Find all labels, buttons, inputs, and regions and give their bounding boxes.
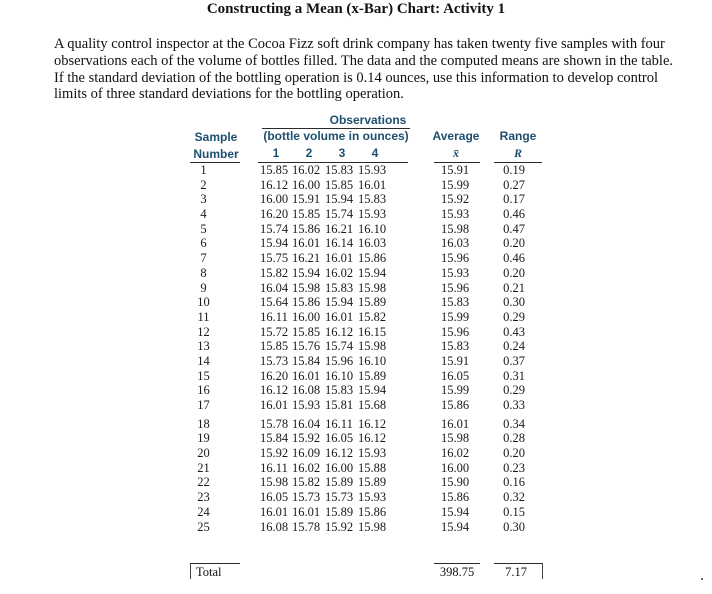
sample-range: 0.46 xyxy=(503,207,525,222)
sample-range: 0.20 xyxy=(503,446,525,461)
sample-average: 15.93 xyxy=(440,265,470,280)
sample-range: 0.30 xyxy=(503,295,525,310)
sample-number-header: Sample Number xyxy=(193,130,239,161)
sample-number: 23 xyxy=(197,490,210,505)
observation-4: 15.93 xyxy=(357,490,387,505)
observation-3: 15.74 xyxy=(324,339,354,354)
observation-3: 15.83 xyxy=(324,280,354,295)
observation-1: 15.94 xyxy=(259,236,289,251)
sample-average: 16.01 xyxy=(440,416,470,431)
observation-3: 15.73 xyxy=(324,490,354,505)
sample-range: 0.32 xyxy=(503,490,525,505)
sample-number: 10 xyxy=(197,295,210,310)
observation-4: 15.93 xyxy=(357,446,387,461)
observation-3: 16.21 xyxy=(324,221,354,236)
observation-4: 15.88 xyxy=(357,460,387,475)
observations-header: Observations xyxy=(329,113,407,127)
observation-1: 16.05 xyxy=(259,490,289,505)
observation-2: 16.02 xyxy=(291,460,321,475)
range-symbol: R xyxy=(513,146,522,160)
sample-range: 0.37 xyxy=(503,353,525,368)
observation-2: 16.21 xyxy=(291,251,321,266)
sample-range: 0.28 xyxy=(503,431,525,446)
sample-range: 0.47 xyxy=(503,221,525,236)
sample-range: 0.21 xyxy=(503,280,525,295)
sample-range: 0.29 xyxy=(503,383,525,398)
observation-4: 15.89 xyxy=(357,475,387,490)
observation-2: 15.73 xyxy=(291,490,321,505)
sample-average: 16.00 xyxy=(440,460,470,475)
total-rule-range xyxy=(494,563,542,564)
sample-number: 16 xyxy=(197,383,210,398)
observation-4: 16.10 xyxy=(357,353,387,368)
sample-average: 15.96 xyxy=(440,324,470,339)
observation-4: 16.01 xyxy=(357,177,387,192)
observation-4: 15.98 xyxy=(357,339,387,354)
observation-1: 15.98 xyxy=(259,475,289,490)
sample-average: 15.91 xyxy=(440,353,470,368)
observation-1: 16.08 xyxy=(259,519,289,534)
sample-number: 22 xyxy=(197,475,210,490)
sample-average: 15.83 xyxy=(440,295,470,310)
sample-average: 15.96 xyxy=(440,280,470,295)
observation-2: 15.85 xyxy=(291,207,321,222)
observation-2: 15.85 xyxy=(291,324,321,339)
observation-3: 15.92 xyxy=(324,519,354,534)
observation-1: 16.01 xyxy=(259,504,289,519)
observation-2: 16.01 xyxy=(291,368,321,383)
observation-2: 16.00 xyxy=(291,177,321,192)
sample-number: 3 xyxy=(200,192,207,207)
observation-1: 16.04 xyxy=(259,280,289,295)
sample-range: 0.43 xyxy=(503,324,525,339)
observation-2: 15.86 xyxy=(291,295,321,310)
sample-average: 15.86 xyxy=(440,490,470,505)
obs-col-2-header: 2 xyxy=(305,146,313,160)
observation-1: 16.11 xyxy=(260,460,288,475)
observation-3: 15.89 xyxy=(324,504,354,519)
observation-4: 15.89 xyxy=(357,368,387,383)
sample-number: 18 xyxy=(197,416,210,431)
observation-4: 15.93 xyxy=(357,207,387,222)
observation-4: 16.15 xyxy=(357,324,387,339)
observation-3: 16.11 xyxy=(325,416,353,431)
observation-1: 15.85 xyxy=(259,339,289,354)
sample-number: 9 xyxy=(200,280,207,295)
sample-average: 15.99 xyxy=(440,309,470,324)
sample-average: 15.92 xyxy=(440,192,470,207)
observation-3: 16.01 xyxy=(324,309,354,324)
sample-average: 16.03 xyxy=(440,236,470,251)
observation-3: 16.14 xyxy=(324,236,354,251)
observation-2: 15.76 xyxy=(291,339,321,354)
average-header: Average xyxy=(432,129,480,143)
sample-average: 15.83 xyxy=(440,339,470,354)
observation-2: 15.93 xyxy=(291,398,321,412)
total-right-border xyxy=(542,563,543,579)
observation-1: 15.64 xyxy=(259,295,289,310)
sample-range: 0.24 xyxy=(503,339,525,354)
observation-4: 15.94 xyxy=(357,265,387,280)
observation-4: 15.98 xyxy=(357,280,387,295)
sample-range: 0.30 xyxy=(503,519,525,534)
observation-3: 15.94 xyxy=(324,192,354,207)
observation-3: 16.02 xyxy=(324,265,354,280)
sample-number: 19 xyxy=(197,431,210,446)
sample-average: 15.99 xyxy=(440,177,470,192)
observation-2: 16.02 xyxy=(291,163,321,177)
sample-number: 5 xyxy=(200,221,207,236)
observation-1: 15.72 xyxy=(259,324,289,339)
sample-average: 15.94 xyxy=(440,519,470,534)
observation-4: 15.94 xyxy=(357,383,387,398)
observation-2: 16.01 xyxy=(291,504,321,519)
sample-number: 20 xyxy=(197,446,210,461)
observation-3: 15.81 xyxy=(324,398,354,412)
range-header: Range xyxy=(499,129,537,143)
observation-1: 16.01 xyxy=(259,398,289,412)
observation-1: 15.92 xyxy=(259,446,289,461)
observation-4: 15.68 xyxy=(357,398,387,412)
obs-col-4-header: 4 xyxy=(371,146,379,160)
observation-1: 15.85 xyxy=(259,163,289,177)
observation-3: 16.01 xyxy=(324,251,354,266)
bottle-volume-header: (bottle volume in ounces) xyxy=(263,129,409,143)
sample-number: 1 xyxy=(200,163,207,177)
observation-2: 15.82 xyxy=(291,475,321,490)
observation-3: 16.00 xyxy=(324,460,354,475)
observation-2: 15.78 xyxy=(291,519,321,534)
sample-average: 15.86 xyxy=(440,398,470,412)
observation-3: 16.10 xyxy=(324,368,354,383)
stray-dot xyxy=(701,578,703,580)
observation-3: 15.85 xyxy=(324,177,354,192)
sample-range: 0.23 xyxy=(503,460,525,475)
observation-1: 16.00 xyxy=(259,192,289,207)
observation-4: 15.82 xyxy=(357,309,387,324)
sample-number: 21 xyxy=(197,460,210,475)
sample-number: 12 xyxy=(197,324,210,339)
sample-average: 15.94 xyxy=(440,504,470,519)
sample-number: 13 xyxy=(197,339,210,354)
observation-4: 15.93 xyxy=(357,163,387,177)
sample-range: 0.20 xyxy=(503,265,525,280)
observation-1: 16.12 xyxy=(259,177,289,192)
sample-number: 8 xyxy=(200,265,207,280)
observation-3: 16.12 xyxy=(324,324,354,339)
observation-2: 16.08 xyxy=(291,383,321,398)
observation-1: 16.20 xyxy=(259,207,289,222)
sample-number: 15 xyxy=(197,368,210,383)
sample-range: 0.19 xyxy=(503,163,525,177)
observation-2: 15.86 xyxy=(291,221,321,236)
observation-2: 16.00 xyxy=(291,309,321,324)
sample-range: 0.33 xyxy=(503,398,525,412)
total-average: 398.75 xyxy=(439,565,475,579)
sample-range: 0.27 xyxy=(503,177,525,192)
observation-3: 15.74 xyxy=(324,207,354,222)
total-left-border xyxy=(190,563,191,579)
observation-3: 16.12 xyxy=(324,446,354,461)
sample-number: 17 xyxy=(197,398,210,412)
obs-col-3-header: 3 xyxy=(338,146,346,160)
observation-2: 16.01 xyxy=(291,236,321,251)
sample-average: 15.90 xyxy=(440,475,470,490)
observation-3: 15.94 xyxy=(324,295,354,310)
observation-1: 16.11 xyxy=(260,309,288,324)
observation-2: 15.91 xyxy=(291,192,321,207)
sample-number: 11 xyxy=(197,309,210,324)
problem-statement: A quality control inspector at the Cocoa Fizz soft drink company has taken twenty five samples with four observations each of the volume of bottles filled. The data and the computed means are shown in the table. If the standard deviation of the bottling operation is 0.14 ounces, use this information to develop control limits of three standard deviations for the bottling operation. xyxy=(54,36,674,103)
observation-3: 15.83 xyxy=(324,383,354,398)
sample-range: 0.17 xyxy=(503,192,525,207)
sample-average: 16.02 xyxy=(440,446,470,461)
sample-number: 4 xyxy=(200,207,207,222)
sample-number: 6 xyxy=(200,236,207,251)
sample-average: 15.96 xyxy=(440,251,470,266)
observation-4: 16.03 xyxy=(357,236,387,251)
observation-4: 15.86 xyxy=(357,251,387,266)
observation-1: 16.20 xyxy=(259,368,289,383)
observation-1: 15.82 xyxy=(259,265,289,280)
observation-3: 15.83 xyxy=(324,163,354,177)
sample-range: 0.20 xyxy=(503,236,525,251)
observation-2: 16.04 xyxy=(291,416,321,431)
observation-2: 16.09 xyxy=(291,446,321,461)
observation-2: 15.98 xyxy=(291,280,321,295)
obs-col-1-header: 1 xyxy=(272,146,280,160)
observation-1: 15.75 xyxy=(259,251,289,266)
total-rule-sample xyxy=(190,563,240,564)
observation-3: 16.05 xyxy=(324,431,354,446)
observation-4: 16.10 xyxy=(357,221,387,236)
total-rule-avg xyxy=(434,563,480,564)
observation-4: 15.83 xyxy=(357,192,387,207)
sample-average: 15.98 xyxy=(440,431,470,446)
observation-2: 15.94 xyxy=(291,265,321,280)
sample-range: 0.16 xyxy=(503,475,525,490)
sample-number: 25 xyxy=(197,519,210,534)
observation-1: 15.84 xyxy=(259,431,289,446)
sample-range: 0.15 xyxy=(503,504,525,519)
observation-3: 15.96 xyxy=(324,353,354,368)
total-label: Total xyxy=(196,565,222,579)
observation-1: 15.73 xyxy=(259,353,289,368)
observation-4: 16.12 xyxy=(357,416,387,431)
sample-range: 0.46 xyxy=(503,251,525,266)
sample-average: 15.98 xyxy=(440,221,470,236)
page-title: Constructing a Mean (x-Bar) Chart: Activity 1 xyxy=(206,1,506,17)
observation-1: 16.12 xyxy=(259,383,289,398)
sample-average: 15.99 xyxy=(440,383,470,398)
sample-average: 15.93 xyxy=(440,207,470,222)
xbar-symbol: x̄ xyxy=(453,146,459,160)
sample-range: 0.29 xyxy=(503,309,525,324)
sample-number: 2 xyxy=(200,177,207,192)
sample-range: 0.31 xyxy=(503,368,525,383)
observation-1: 15.78 xyxy=(259,416,289,431)
sample-number: 24 xyxy=(197,504,210,519)
observation-2: 15.84 xyxy=(291,353,321,368)
total-range: 7.17 xyxy=(505,565,527,579)
sample-number: 7 xyxy=(200,251,207,266)
sample-number: 14 xyxy=(197,353,210,368)
observation-1: 15.74 xyxy=(259,221,289,236)
observation-3: 15.89 xyxy=(324,475,354,490)
observation-4: 15.89 xyxy=(357,295,387,310)
observation-4: 15.98 xyxy=(357,519,387,534)
observation-4: 15.86 xyxy=(357,504,387,519)
sample-average: 16.05 xyxy=(440,368,470,383)
sample-range: 0.34 xyxy=(503,416,525,431)
observation-2: 15.92 xyxy=(291,431,321,446)
sample-average: 15.91 xyxy=(440,163,470,177)
observation-4: 16.12 xyxy=(357,431,387,446)
